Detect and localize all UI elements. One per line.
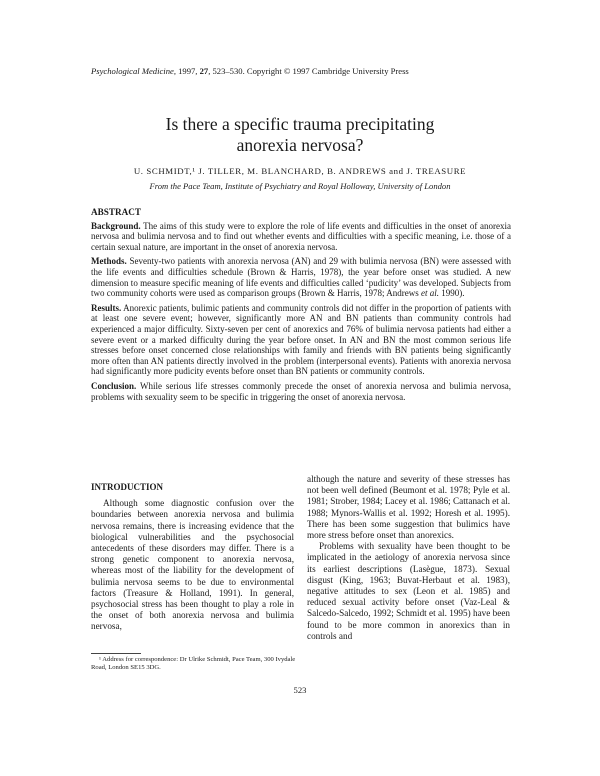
right-column [307,474,510,642]
conclusion-label: Conclusion. [91,380,137,391]
affiliation: From the Pace Team, Institute of Psychiatry and Royal Holloway, University of London [149,181,451,191]
conclusion-text: While serious life stresses commonly precede the onset of anorexia nervosa and bulimia nervosa, problems with sexuality seem to be specific in triggering the onset of anorexia nervosa. [91,380,511,402]
introduction-heading: INTRODUCTION [91,482,164,492]
title-line-2: anorexia nervosa? [236,135,364,155]
introduction-paragraph-2: Problems with sexuality have been thought to be implicated in the aetiology of anorexia nervosa since its earliest descriptions (Lasègue, 1873). Sexual disgust (King, 1963; Buvat-Herbaut et al. 1983), negative attitudes to sex (Leon et al. 1985) and reduced sexual activity before onset (Vaz-Leal & Salcedo-Salcedo, 1992; Schmidt et al. 1995) have been found to be more common in anorexics than in controls and [307,541,510,641]
title-line-1: Is there a specific trauma precipitating [165,114,435,134]
running-head [91,66,409,77]
abstract-section [91,207,511,406]
results-text: Anorexic patients, bulimic patients and community controls did not differ in the proportion of patients with at least one severe event; however, significantly more AN and BN patients than community controls had experienced a major difficulty. Sixty-seven per cent of anorexics and 76% of bulimia nervosa patients had either a severe event or a marked difficulty during the year before onset. In AN and BN the most common serious life stresses before onset concerned close relationships with family and friends with BN patients being significantly more often than AN patients directly involved in the problem (interpersonal events). Patients with anorexia nervosa had significantly more pudicity events before onset than BN patients or community controls. [91,302,511,377]
introduction-paragraph-1-continued: although the nature and severity of these stresses has not been well defined (Beumont et al. 1978; Pyle et al. 1981; Strober, 1984; Lacey et al. 1986; Cattanach et al. 1988; Mynors-Wallis et al. 1992; Horesh et al. 1995). There has been some suggestion that bulimics have more stress before onset than anorexics. [307,474,510,541]
methods-label: Methods. [91,256,127,267]
abstract-background [91,221,511,253]
abstract-conclusion [91,381,511,402]
journal-pages-copyright: , 523–530. Copyright © 1997 Cambridge University Press [208,66,409,76]
page-number: 523 [293,685,307,695]
footnote-divider [91,653,141,654]
left-column [91,482,294,633]
journal-year: , 1997, [173,66,200,76]
paper-title [60,114,540,156]
methods-etal: et al. [420,288,439,299]
abstract-methods [91,256,511,298]
results-label: Results. [91,302,122,313]
abstract-heading: ABSTRACT [91,207,142,217]
correspondence-footnote: ¹ Address for correspondence: Dr Ulrike Schmidt, Pace Team, 300 Ivydale Road, London SE15 3DG. [91,656,296,672]
journal-volume: 27 [199,66,209,76]
methods-text-end: 1990). [438,288,465,299]
background-text: The aims of this study were to explore the role of life events and difficulties in the onset of anorexia nervosa and bulimia nervosa and to find out whether events and difficulties with a specific meaning, i.e. those of a certain sexual nature, are important in the onset of anorexia nervosa. [91,220,511,252]
background-label: Background. [91,220,141,231]
methods-text: Seventy-two patients with anorexia nervosa (AN) and 29 with bulimia nervosa (BN) were assessed with the life events and difficulties schedule (Brown & Harris, 1978), the year before onset was studied. A new dimension to measure specific meaning of life events and difficulties called ‘pudicity’ was developed. Subjects from two community cohorts were used as comparison groups (Brown & Harris, 1978; Andrews [91,256,511,299]
abstract-results [91,303,511,377]
journal-name: Psychological Medicine [91,66,174,76]
author-list: U. SCHMIDT,¹ J. TILLER, M. BLANCHARD, B. ANDREWS and J. TREASURE [133,166,467,176]
introduction-paragraph-1: Although some diagnostic confusion over the boundaries between anorexia nervosa and bulimia nervosa remains, there is increasing evidence that the biological vulnerabilities and the psychosocial antecedents of these disorders may differ. There is a strong genetic component to anorexia nervosa, whereas most of the liability for the development of bulimia nervosa seems to be due to environmental factors (Treasure & Holland, 1991). In general, psychosocial stress has been thought to play a role in the onset of both anorexia nervosa and bulimia nervosa, [91,498,294,632]
